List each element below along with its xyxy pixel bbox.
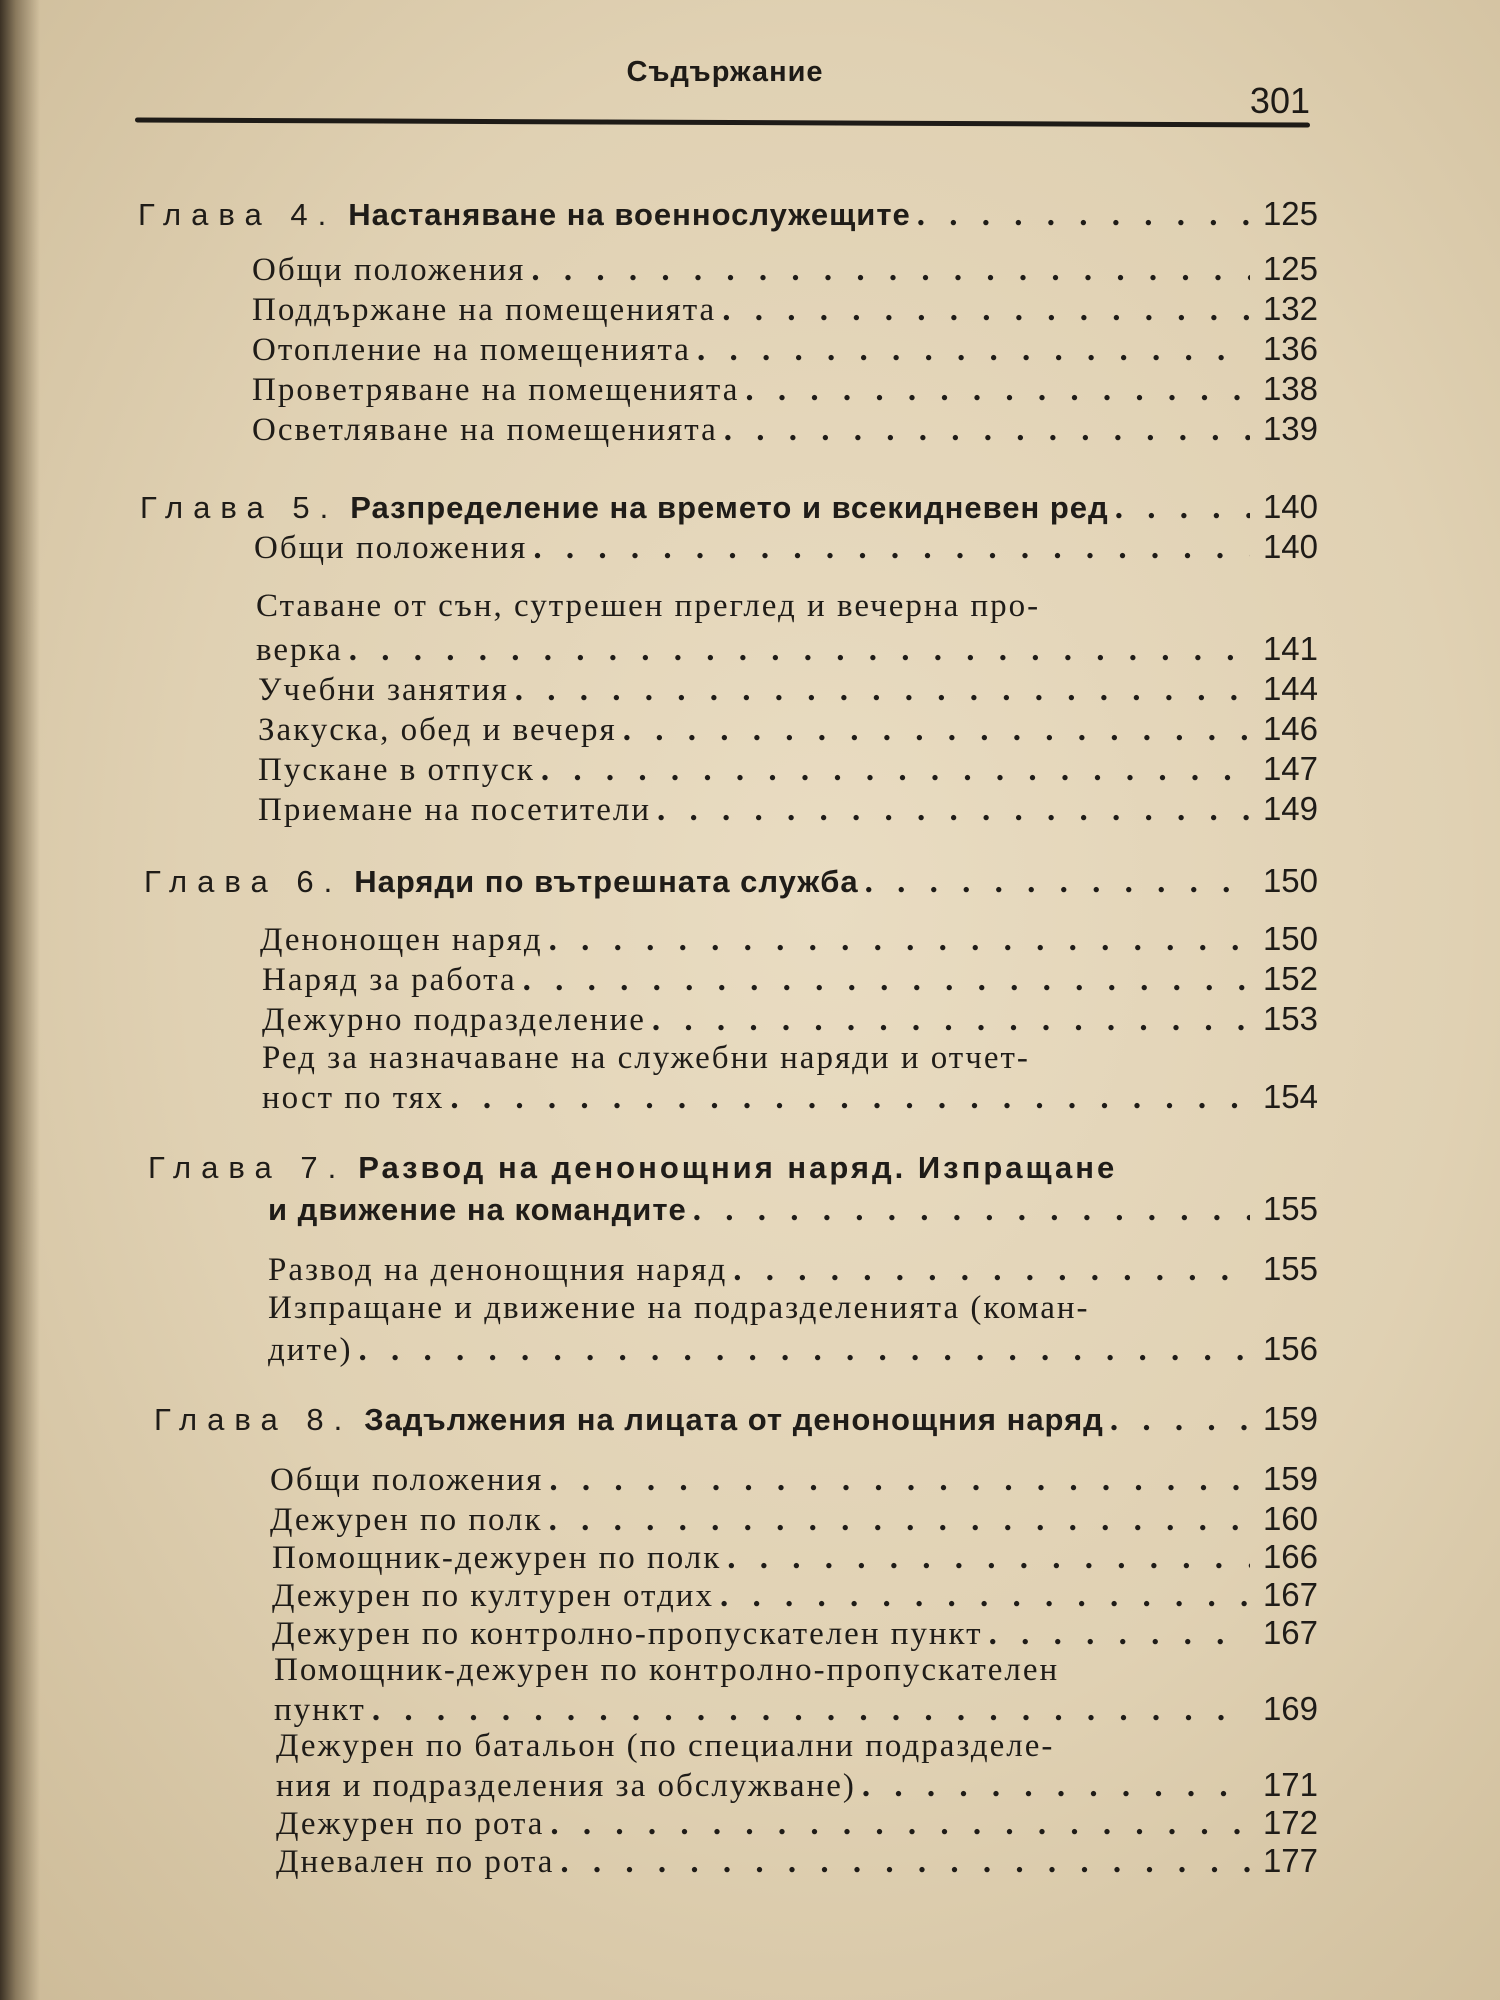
dot-leader <box>1115 490 1250 527</box>
toc-entry <box>258 670 1318 709</box>
toc-entry <box>272 1614 1318 1653</box>
entry-title: Дневален по рота <box>276 1844 555 1880</box>
toc-entry <box>262 1000 1318 1039</box>
chapter-title: Задължения на лицата от денонощния наряд <box>364 1402 1104 1437</box>
dot-leader <box>720 1578 1250 1615</box>
dot-leader <box>349 632 1250 669</box>
dot-leader <box>1110 1402 1250 1439</box>
chapter-label: Глава 7. <box>148 1150 347 1185</box>
page-ref: 150 <box>1262 920 1318 957</box>
toc-chapter-5 <box>140 488 1318 527</box>
toc-entry <box>258 790 1318 829</box>
entry-title: Дежурен по полк <box>270 1502 543 1538</box>
entry-title: Отопление на помещенията <box>252 332 691 368</box>
toc-chapter-7 <box>268 1190 1318 1229</box>
dot-leader <box>724 412 1250 449</box>
toc-entry <box>276 1804 1318 1843</box>
dot-leader <box>865 864 1250 901</box>
entry-title: Приемане на посетители <box>258 792 652 828</box>
page-ref: 154 <box>1262 1078 1318 1115</box>
dot-leader <box>450 1080 1250 1117</box>
page-ref: 169 <box>1262 1690 1318 1727</box>
entry-title: Дежурен по рота <box>276 1806 545 1842</box>
toc-entry <box>276 1766 1318 1805</box>
toc-entry <box>262 1078 1318 1117</box>
page-ref: 125 <box>1262 195 1318 232</box>
dot-leader <box>733 1252 1250 1289</box>
running-head: Съдържание <box>626 56 824 88</box>
entry-title: дите) <box>268 1332 353 1368</box>
entry-title: Пускане в отпуск <box>258 752 535 788</box>
entry-title: Поддържане на помещенията <box>252 292 717 328</box>
toc-entry-line1: Помощник-дежурен по контролно-пропускателен <box>274 1652 1060 1688</box>
entry-title: Общи положения <box>270 1462 544 1498</box>
page-ref: 155 <box>1262 1190 1318 1227</box>
dot-leader <box>722 292 1250 329</box>
page-ref: 167 <box>1262 1576 1318 1613</box>
page-ref: 132 <box>1262 290 1318 327</box>
page-ref: 136 <box>1262 330 1318 367</box>
page-ref: 159 <box>1262 1400 1318 1437</box>
page-ref: 160 <box>1262 1500 1318 1537</box>
toc-entry <box>252 330 1318 369</box>
toc-entry <box>272 1576 1318 1615</box>
entry-title: Дежурен по културен отдих <box>272 1578 714 1614</box>
dot-leader <box>862 1768 1250 1805</box>
dot-leader <box>917 197 1250 234</box>
page-ref: 138 <box>1262 370 1318 407</box>
toc-entry <box>256 630 1318 669</box>
page-ref: 125 <box>1262 250 1318 287</box>
toc-entry <box>276 1842 1318 1881</box>
toc-entry <box>262 960 1318 999</box>
page-ref: 156 <box>1262 1330 1318 1367</box>
toc-entry <box>272 1538 1318 1577</box>
page-ref: 140 <box>1262 488 1318 525</box>
toc-entry <box>268 1250 1318 1289</box>
page-ref: 141 <box>1262 630 1318 667</box>
dot-leader <box>657 792 1250 829</box>
page-ref: 146 <box>1262 710 1318 747</box>
entry-title: Проветряване на помещенията <box>252 372 740 408</box>
toc-entry-line1: Ставане от сън, сутрешен преглед и вечерна про- <box>256 588 1041 624</box>
chapter-title: и движение на командите <box>268 1192 687 1227</box>
toc-entry <box>258 710 1318 749</box>
chapter-title-line1: Развод на денонощния наряд. Изпращане <box>358 1150 1118 1185</box>
dot-leader <box>533 530 1250 567</box>
entry-title: верка <box>256 632 343 668</box>
dot-leader <box>515 672 1250 709</box>
dot-leader <box>531 252 1250 289</box>
entry-title: Общи положения <box>254 530 528 566</box>
dot-leader <box>549 1502 1250 1539</box>
entry-title: Дежурен по контролно-пропускателен пункт <box>272 1616 983 1652</box>
dot-leader <box>549 1462 1250 1499</box>
toc-chapter-8 <box>154 1400 1318 1439</box>
toc-entry <box>270 1500 1318 1539</box>
page-ref: 144 <box>1262 670 1318 707</box>
chapter-title: Наряди по вътрешната служба <box>354 864 859 899</box>
chapter-label: Глава 8. <box>154 1402 353 1437</box>
toc-entry-line1: Ред за назначаване на служебни наряди и отчет- <box>262 1040 1030 1076</box>
dot-leader <box>693 1192 1250 1229</box>
toc-entry <box>252 370 1318 409</box>
page-ref: 149 <box>1262 790 1318 827</box>
entry-title: Дежурно подразделение <box>262 1002 646 1038</box>
dot-leader <box>541 752 1250 789</box>
chapter-label: Глава 6. <box>144 864 343 899</box>
dot-leader <box>652 1002 1250 1039</box>
dot-leader <box>623 712 1250 749</box>
page-ref: 159 <box>1262 1460 1318 1497</box>
page-ref: 140 <box>1262 528 1318 565</box>
page-ref: 166 <box>1262 1538 1318 1575</box>
page-ref: 172 <box>1262 1804 1318 1841</box>
toc-entry <box>258 750 1318 789</box>
entry-title: Учебни занятия <box>258 672 509 708</box>
entry-title: Осветляване на помещенията <box>252 412 718 448</box>
chapter-label: Глава 4. <box>138 197 337 232</box>
toc-entry <box>270 1460 1318 1499</box>
toc-entry <box>260 920 1318 959</box>
entry-title: Помощник-дежурен по полк <box>272 1540 722 1576</box>
dot-leader <box>560 1844 1250 1881</box>
dot-leader <box>549 922 1250 959</box>
chapter-label: Глава 5. <box>140 490 339 525</box>
dot-leader <box>372 1692 1250 1729</box>
dot-leader <box>989 1616 1250 1653</box>
toc-entry <box>252 410 1318 449</box>
entry-title: Развод на денонощния наряд <box>268 1252 728 1288</box>
chapter-title: Настаняване на военнослужещите <box>348 197 911 232</box>
toc-entry <box>252 250 1318 289</box>
chapter-title: Разпределение на времето и всекидневен ред <box>350 490 1109 525</box>
entry-title: Общи положения <box>252 252 526 288</box>
page-ref: 153 <box>1262 1000 1318 1037</box>
page-ref: 152 <box>1262 960 1318 997</box>
page-ref: 171 <box>1262 1766 1318 1803</box>
page-ref: 150 <box>1262 862 1318 899</box>
entry-title: пункт <box>274 1692 366 1728</box>
entry-title: Закуска, обед и вечеря <box>258 712 617 748</box>
entry-title: ност по тях <box>262 1080 445 1116</box>
toc-entry <box>268 1330 1318 1369</box>
page-ref: 155 <box>1262 1250 1318 1287</box>
toc-entry <box>254 528 1318 567</box>
toc-entry-line1: Изпращане и движение на подразделенията (коман- <box>268 1290 1090 1326</box>
dot-leader <box>727 1540 1250 1577</box>
entry-title: ния и подразделения за обслужване) <box>276 1768 856 1804</box>
toc-entry-line1: Дежурен по батальон (по специални подразделе- <box>276 1728 1055 1764</box>
dot-leader <box>523 962 1250 999</box>
page-ref: 147 <box>1262 750 1318 787</box>
page-ref: 139 <box>1262 410 1318 447</box>
toc-chapter-6 <box>144 862 1318 901</box>
dot-leader <box>359 1332 1250 1369</box>
dot-leader <box>697 332 1250 369</box>
dot-leader <box>745 372 1250 409</box>
page-ref: 167 <box>1262 1614 1318 1651</box>
toc-chapter-7-line1 <box>148 1150 1117 1187</box>
toc-entry <box>274 1690 1318 1729</box>
toc-chapter-4 <box>138 195 1318 234</box>
entry-title: Наряд за работа <box>262 962 517 998</box>
dot-leader <box>550 1806 1250 1843</box>
page-ref: 177 <box>1262 1842 1318 1879</box>
entry-title: Денонощен наряд <box>260 922 543 958</box>
toc-entry <box>252 290 1318 329</box>
page-number: 301 <box>1249 80 1310 121</box>
